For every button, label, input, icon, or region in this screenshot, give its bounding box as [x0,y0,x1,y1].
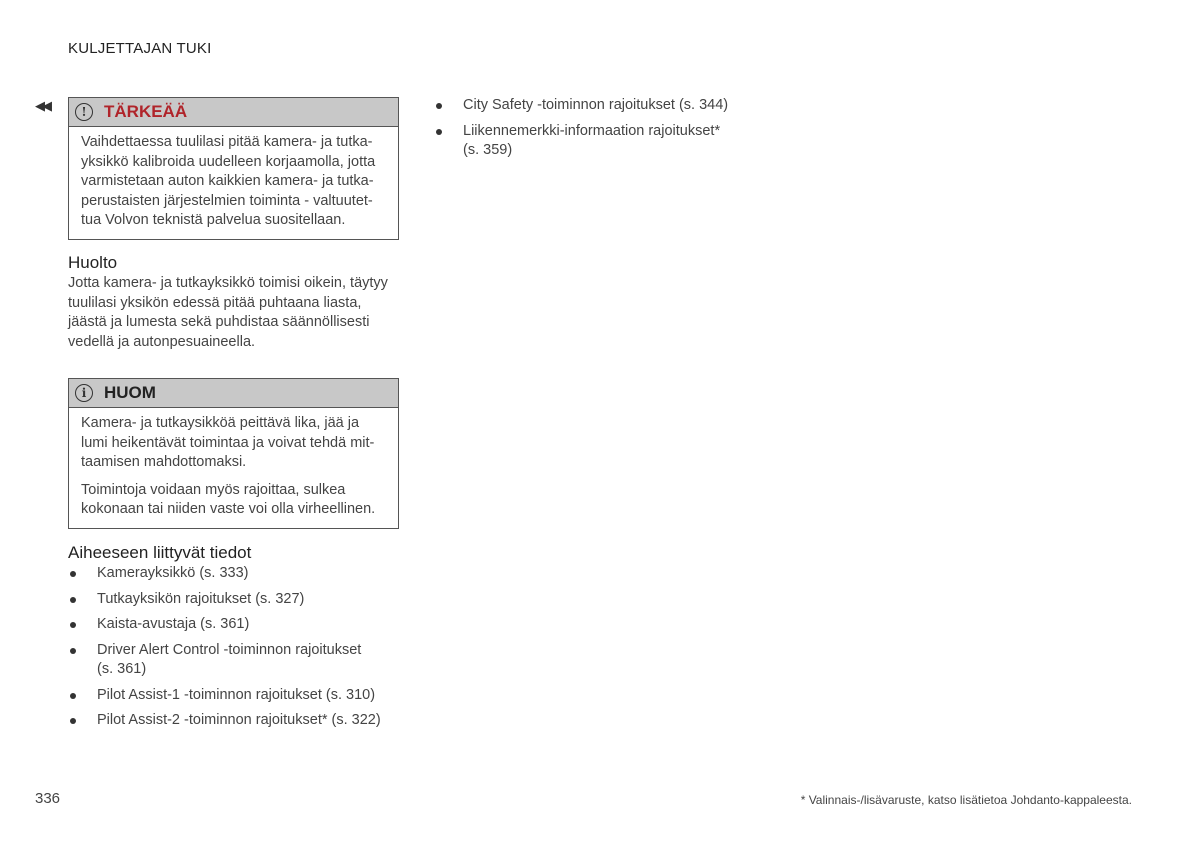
maintenance-line: jäästä ja lumesta sekä puhdistaa säännöllisesti [68,314,370,330]
note-box-body [69,408,398,528]
list-item-text: Kamerayksikkö (s. 333) [97,565,249,581]
bullet-icon [70,622,76,628]
list-item-text: Pilot Assist-2 -toiminnon rajoitukset* (s. 322) [97,712,381,728]
note-line: lumi heikentävät toimintaa ja voivat tehdä mit- [81,434,375,451]
note-line: taamisen mahdottomaksi. [81,454,247,470]
important-box-header [69,98,398,127]
list-item-text: (s. 359) [463,142,513,158]
bullet-icon [70,597,76,603]
list-item[interactable] [68,615,408,635]
list-item-text: Kaista-avustaja (s. 361) [97,616,250,632]
info-circle-icon: i [75,384,93,402]
related-heading: Aiheeseen liittyvät tiedot [68,543,252,562]
list-item-text: (s. 361) [97,661,147,677]
maintenance-line: tuulilasi yksikön edessä pitää puhtaana liasta, [68,294,362,311]
important-line: perustaisten järjestelmien toiminta - valtuutet- [81,192,373,209]
list-item-text: Tutkayksikön rajoitukset (s. 327) [97,590,305,607]
bullet-icon [436,129,442,135]
list-item-text: Liikennemerkki-informaation rajoitukset* [463,122,721,139]
list-item[interactable] [68,564,408,584]
note-box-header [69,379,398,408]
important-line: varmistetaan auton kaikkien kamera- ja tutka- [81,173,374,189]
maintenance-line: Jotta kamera- ja tutkayksikkö toimisi oikein, täytyy [68,275,388,291]
important-box [68,97,399,240]
note-line: kokonaan tai niiden vaste voi olla virheellinen. [81,501,376,517]
maintenance-paragraph [68,274,403,352]
list-item-text: Pilot Assist-1 -toiminnon rajoitukset (s. 310) [97,686,376,703]
note-line: Kamera- ja tutkaysikköä peittävä lika, jää ja [81,415,360,431]
list-item-text: Driver Alert Control -toiminnon rajoitukset [97,641,362,658]
important-line: tua Volvon teknistä palvelua suositellaan. [81,212,346,228]
footnote: * Valinnais-/lisävaruste, katso lisätietoa Johdanto-kappaleesta. [800,793,1132,807]
list-item[interactable] [68,686,408,706]
continuation-icon: ◀◀ [35,98,49,113]
bullet-icon [70,693,76,699]
bullet-icon [70,718,76,724]
list-item[interactable] [68,641,408,680]
important-box-body [69,127,398,239]
page-number: 336 [35,790,61,807]
important-line: yksikkö kalibroida uudelleen korjaamolla, jotta [81,153,376,170]
important-box-title: TÄRKEÄÄ [104,102,188,121]
note-paragraph-1 [81,414,386,473]
list-item-text: City Safety -toiminnon rajoitukset (s. 344) [463,97,729,113]
exclamation-circle-icon: ! [75,103,93,121]
note-line: Toimintoja voidaan myös rajoittaa, sulkea [81,481,346,498]
bullet-icon [70,648,76,654]
maintenance-line: vedellä ja autonpesuaineella. [68,333,256,350]
list-item[interactable] [68,711,408,731]
note-box-title: HUOM [104,383,156,402]
note-box [68,378,399,529]
note-paragraph-2 [81,481,386,520]
list-item[interactable] [434,122,774,161]
list-item[interactable] [68,590,408,610]
bullet-icon [70,571,76,577]
section-title: KULJETTAJAN TUKI [68,40,212,57]
related-list [68,564,408,737]
important-line: Vaihdettaessa tuulilasi pitää kamera- ja tutka- [81,134,373,150]
maintenance-heading: Huolto [68,253,118,272]
right-column-list [434,96,774,167]
bullet-icon [436,103,442,109]
list-item[interactable] [434,96,774,116]
